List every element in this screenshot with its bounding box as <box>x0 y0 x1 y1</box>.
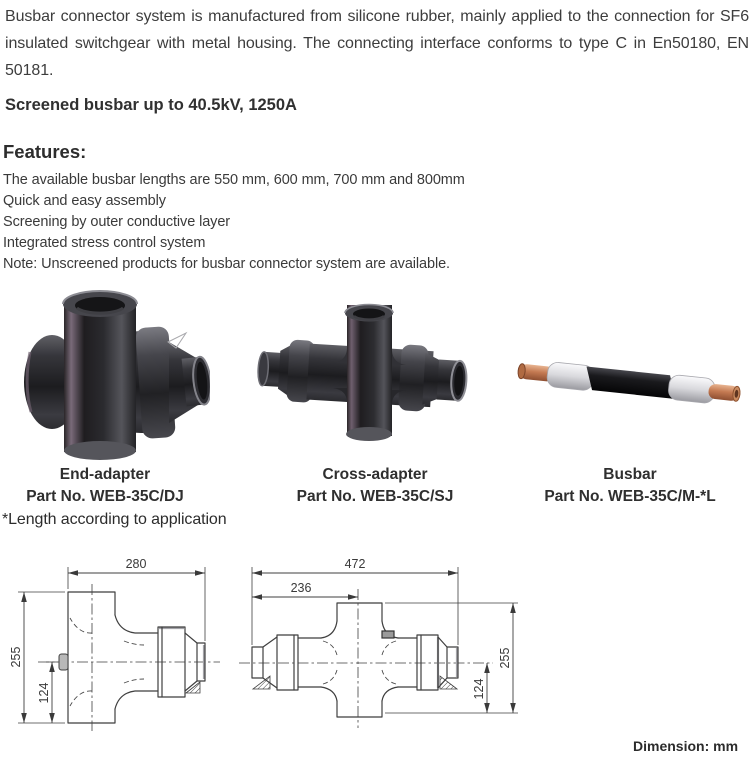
feature-item: Note: Unscreened products for busbar connector system are available. <box>3 256 450 272</box>
cross-adapter-dimension-drawing <box>235 553 535 753</box>
end-adapter-body <box>24 291 210 460</box>
dim-label-236: 236 <box>290 581 312 595</box>
dim-label-255: 255 <box>9 646 23 668</box>
dimension-height <box>385 603 518 713</box>
busbar-product-image <box>513 352 745 414</box>
dim-label-255: 255 <box>498 647 512 669</box>
end-adapter-product-image <box>12 282 210 460</box>
dim-label-124: 124 <box>37 682 51 704</box>
dim-label-472: 472 <box>344 557 366 571</box>
dimension-lower <box>472 663 487 713</box>
busbar-label <box>535 466 725 506</box>
intro-paragraph: Busbar connector system is manufactured from silicone rubber, mainly applied to the connection for SF6 insulated switchgear with metal housing. The connecting interface conforms to type C in En50180, EN 50181. <box>5 8 749 79</box>
features-list <box>3 170 465 275</box>
feature-item: Quick and easy assembly <box>3 193 166 209</box>
end-adapter-outline <box>59 592 205 723</box>
dimension-width <box>252 557 458 645</box>
busbar-rod <box>517 358 741 406</box>
cross-adapter-outline <box>252 603 458 717</box>
dimension-half-width <box>252 581 358 597</box>
cross-adapter-body <box>256 305 468 442</box>
subtitle: Screened busbar up to 40.5kV, 1250A <box>5 96 297 114</box>
product-part-no: Part No. WEB-35C/M-*L <box>544 488 716 505</box>
dim-label-280: 280 <box>125 557 147 571</box>
dimension-note: Dimension: mm <box>633 738 739 754</box>
product-part-no: Part No. WEB-35C/SJ <box>296 488 454 505</box>
dimension-lower <box>37 662 58 723</box>
feature-item: The available busbar lengths are 550 mm, 600 mm, 700 mm and 800mm <box>3 172 465 188</box>
feature-item: Screening by outer conductive layer <box>3 214 231 230</box>
features-heading: Features: <box>3 141 87 162</box>
product-name: Cross-adapter <box>322 466 428 483</box>
end-adapter-label <box>15 466 195 506</box>
cross-adapter-label <box>280 466 470 506</box>
dim-label-124: 124 <box>472 678 486 700</box>
length-note: *Length according to application <box>2 511 227 528</box>
cross-adapter-product-image <box>252 298 476 443</box>
end-adapter-dimension-drawing <box>8 553 238 748</box>
product-name: End-adapter <box>59 466 151 483</box>
product-part-no: Part No. WEB-35C/DJ <box>26 488 184 505</box>
feature-item: Integrated stress control system <box>3 235 206 251</box>
product-name: Busbar <box>603 466 657 483</box>
